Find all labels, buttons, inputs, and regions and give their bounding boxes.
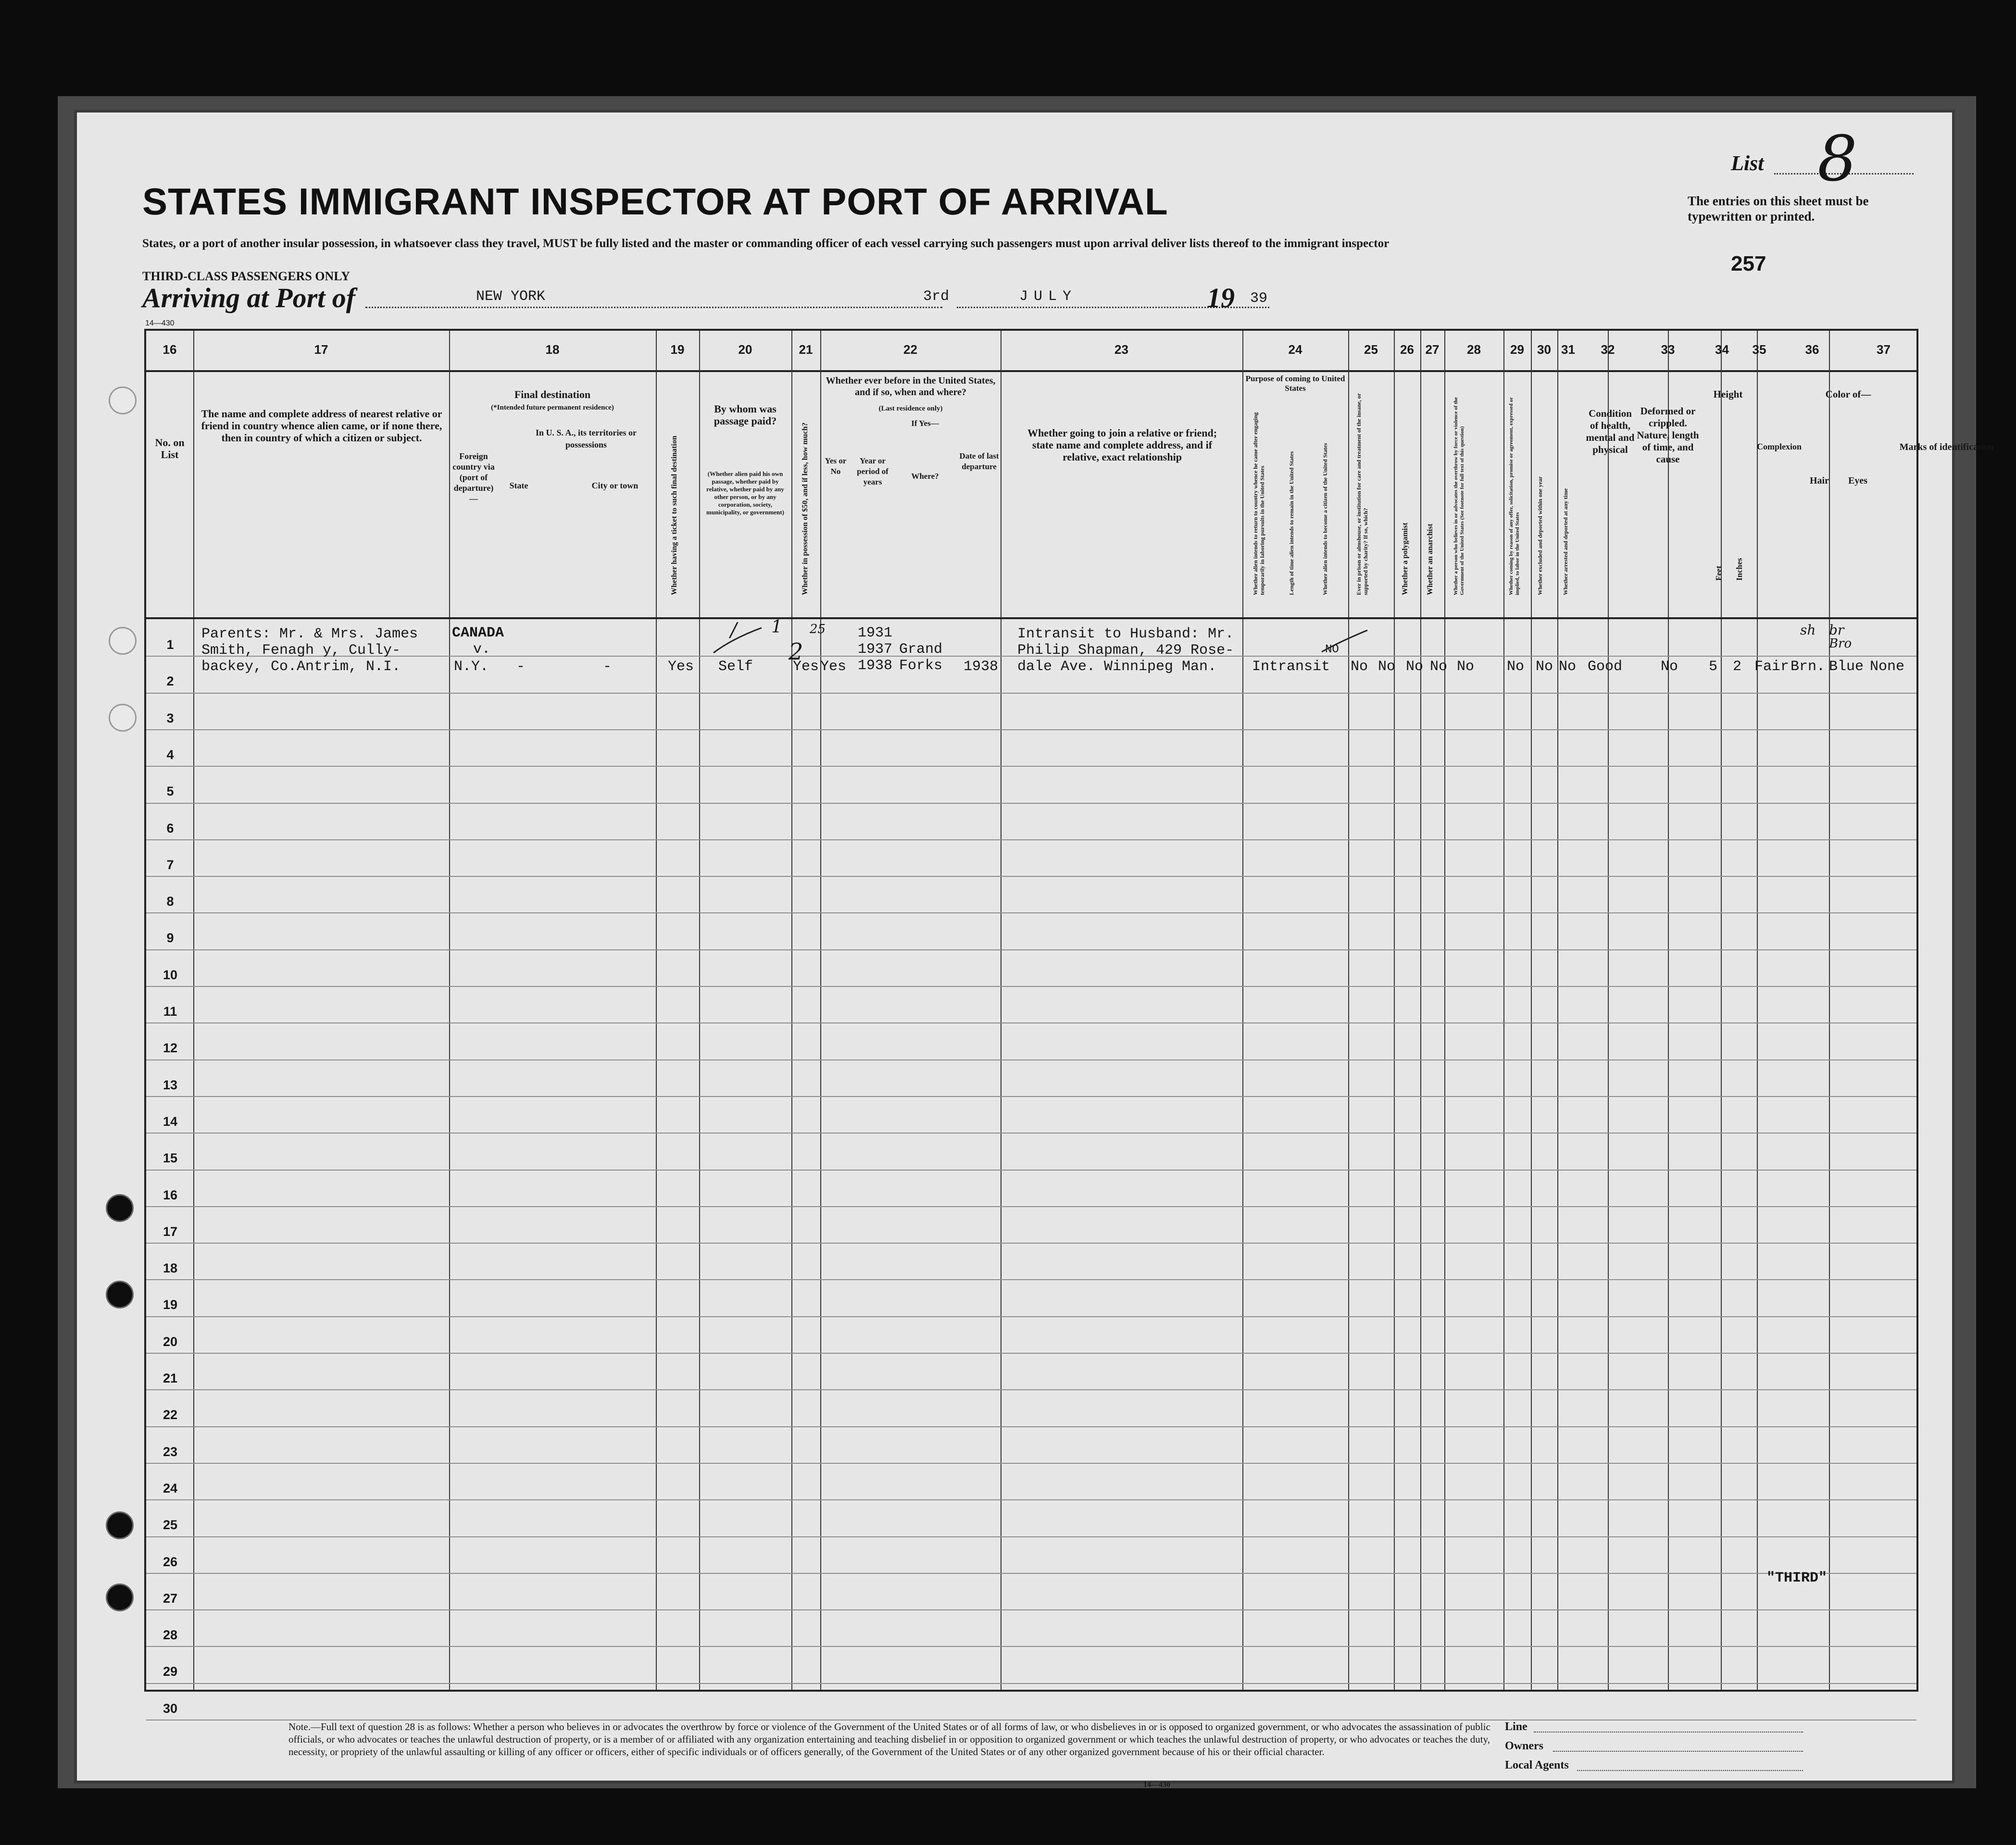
row-rule [146,1170,1916,1171]
header-hair: Hair [1810,475,1829,486]
col-divider [1608,331,1609,1690]
col-divider [1242,331,1243,1690]
col-divider [1420,331,1421,1690]
header-deformed: Deformed or crippled. Nature, length of time, and cause [1637,405,1699,465]
port-line [365,307,942,308]
row1-q28b: No [1457,659,1475,675]
binder-hole [109,704,137,732]
row-number: 1 [166,637,174,652]
class-line: THIRD-CLASS PASSENGERS ONLY [142,269,351,283]
col-divider [820,331,821,1690]
hand-mark-br: br [1829,622,1844,638]
col-divider [193,331,194,1690]
header-yes-no: Yes or No [825,456,847,476]
row1-eyes: Blue [1829,659,1864,675]
row1-year-2: 1937 [858,641,893,658]
header-purpose: Purpose of coming to United States [1245,374,1345,393]
hand-check-stroke [1319,628,1372,657]
header-height: Height [1713,388,1743,400]
hand-mark-bro: Bro [1829,636,1852,651]
header-ticket: Whether having a ticket to such final destination [670,436,678,595]
row1-deformed: No [1661,659,1678,675]
footer-owners-rule [1553,1751,1803,1752]
row1-deported: No [1559,659,1577,675]
header-if-yes: If Yes— [911,419,939,428]
year-suffix: 39 [1250,290,1268,307]
col-num-17: 17 [314,342,328,357]
col-num-18: 18 [545,342,560,357]
col-divider [1531,331,1532,1690]
header-years: Year or period of years [857,456,889,486]
row-number: 5 [166,784,174,799]
row-rule [146,986,1916,987]
row1-joining-line3: dale Ave. Winnipeg Man. [1017,659,1217,675]
row-number: 12 [163,1041,178,1056]
row-number: 24 [163,1481,178,1496]
row-rule [146,1133,1916,1134]
row1-year-1: 1931 [858,625,893,641]
row1-q28: No [1430,659,1448,675]
col-num-16: 16 [163,342,177,357]
binder-hole [106,1194,134,1222]
row-rule [146,1279,1916,1280]
header-before-us: Whether ever before in the United States, and if so, when and where? [826,375,996,398]
row1-relative-line3: backey, Co.Antrim, N.I. [201,659,401,675]
list-number: 8 [1817,122,1857,195]
month-value: JULY [1019,288,1077,305]
header-anarchist: Whether an anarchist [1426,524,1434,595]
col-divider [1757,331,1758,1690]
header-joining: Whether going to join a relative or friend; state name and complete address, and if relative, exact relationship [1027,427,1217,463]
col-num-21: 21 [799,342,813,357]
row-rule [146,766,1916,767]
row-rule [146,1463,1916,1464]
row1-state: - [516,659,526,675]
row1-relative-line1: Parents: Mr. & Mrs. James [201,626,418,642]
row-number: 10 [163,967,178,982]
header-deported: Whether arrested and deported at any time [1562,488,1569,595]
header-polygamist: Whether a polygamist [1401,523,1409,595]
row-number: 17 [163,1224,178,1239]
binder-hole [109,386,137,414]
row-number: 23 [163,1444,178,1459]
col-divider [449,331,450,1690]
header-before-us-note: (Last residence only) [878,405,943,412]
row-number: 20 [163,1334,178,1349]
hand-mark-sh: sh [1800,622,1816,638]
col-num-24: 24 [1288,342,1302,357]
row-number: 4 [166,747,174,762]
row-number: 28 [163,1628,178,1643]
row1-complexion: Fair [1754,659,1790,675]
row1-before-us: Yes [820,659,847,675]
row1-foreign-via: v. [473,641,491,658]
header-passage: By whom was passage paid? [714,403,777,427]
row-number: 6 [166,821,174,835]
hand-mark-2: 2 [789,638,803,665]
row1-money: Yes [793,659,819,675]
row-rule [146,839,1916,840]
binder-hole [109,627,137,655]
col-num-35: 35 [1752,342,1766,357]
third-class-stamp: "THIRD" [1766,1570,1828,1586]
row1-city: - [603,659,612,675]
col-divider [656,331,657,1690]
footer-line-label: Line [1505,1720,1528,1733]
header-state: State [509,481,528,490]
col-num-37: 37 [1877,342,1891,357]
form-code: 14—430 [145,319,175,327]
col-num-27: 27 [1425,342,1440,357]
header-purpose-citizen: Whether alien intends to become a citizen of the United States [1322,443,1328,595]
list-label: List [1731,151,1764,175]
binder-hole [106,1583,134,1611]
row1-polygamist: No [1378,659,1396,675]
row1-intends-citizen: NO [1325,643,1339,656]
row-rule [146,1206,1916,1207]
row1-relative-line2: Smith, Fenagh y, Cully- [201,642,401,659]
row-number: 2 [166,674,174,689]
typed-note: The entries on this sheet must be typewritten or printed. [1688,194,1869,224]
manifest-table [144,329,1994,1716]
hand-mark-slash: / [730,619,737,641]
row1-joining-line1: Intransit to Husband: Mr. [1017,626,1234,642]
row1-height-feet: 5 [1709,659,1718,675]
col-divider [1557,331,1558,1690]
row-number: 22 [163,1408,178,1422]
row-number: 7 [166,857,174,872]
header-marks: Marks of identification [1899,442,1994,452]
footer-note-q28: Note.—Full text of question 28 is as follows: Whether a person who believes in or advocates the overthrow by force or violence of the Government of the United States or of all forms of law, or who disbelieves in or is opposed to organized government, or who advocates the assassination of public officials, or who advocates or teaches the unlawful destruction of property, or is a member of or affiliated with any organization entertaining and teaching disbelief in or opposition to organized government or which teaches the unlawful destruction of property, or who advocates or teaches the duty, necessity, or propriety of the unlawful assaulting or killing of any officer or officers, either of specific individuals or of officers generally, of the Government of the United States or of any other organized government because of his or their official character. [288,1721,1490,1758]
col-num-32: 32 [1601,342,1615,357]
row-rule [146,1316,1916,1317]
row1-joining-line2: Philip Shapman, 429 Rose- [1017,642,1234,659]
row1-anarchist: No [1406,659,1424,675]
row1-where-1: Grand [899,641,943,658]
hand-passage-stroke [709,624,766,658]
row-rule [146,1022,1916,1023]
header-prison: Ever in prison or almshouse, or institution for care and treatment of the insane, or supported by charity? If so, which? [1355,393,1369,595]
row-rule [146,1096,1916,1097]
row-number: 27 [163,1591,178,1606]
binder-hole [106,1281,134,1309]
row-number: 11 [163,1004,177,1019]
row-rule [146,1646,1916,1647]
col-num-29: 29 [1510,342,1524,357]
row1-foreign-country: CANADA [452,625,504,641]
header-final-destination-note: (*Intended future permanent residence) [491,404,614,411]
header-inches: Inches [1735,558,1744,581]
header-last-departure: Date of last departure [959,451,999,471]
row-number: 19 [163,1297,178,1312]
row-number: 14 [163,1114,178,1129]
row-number: 25 [163,1518,178,1533]
page-stamp-number: 257 [1731,252,1766,275]
row1-labor: No [1507,659,1525,675]
row1-foreign-port: N.Y. [454,659,489,675]
row1-marks: None [1870,659,1905,675]
header-bottom-rule [146,617,1916,619]
hand-mark-1: 1 [771,617,782,637]
row-rule [146,1683,1916,1684]
row1-year-3: 1938 [858,658,893,674]
header-feet: Feet [1714,565,1723,581]
row-number: 29 [163,1664,178,1679]
col-divider [1444,331,1445,1690]
header-where: Where? [911,472,939,481]
row-rule [146,693,1916,694]
row1-where-2: Forks [899,658,943,674]
col-num-19: 19 [670,342,685,357]
row1-excluded: No [1536,659,1553,675]
year-prefix: 19 [1207,282,1235,313]
row1-height-inches: 2 [1733,659,1742,675]
col-num-33: 33 [1661,342,1675,357]
row-rule [146,1389,1916,1390]
row-number: 8 [166,894,174,909]
col-num-28: 28 [1467,342,1481,357]
col-divider [1668,331,1669,1690]
col-num-30: 30 [1537,342,1551,357]
header-q28: Whether a person who believes in or advocates the overthrow by force or violence of the Government of the United States (See footnote for full text of this question) [1453,397,1465,595]
row-number: 13 [163,1077,178,1092]
row-number: 18 [163,1261,178,1276]
row1-purpose: Intransit [1252,659,1330,675]
header-purpose-return: Whether alien intends to return to country whence he came after engaging temporarily in laboring pursuits in the United States [1252,412,1265,595]
row-rule [146,1499,1916,1500]
header-final-destination: Final destination [514,388,591,400]
col-num-23: 23 [1114,342,1128,357]
day-value: 3rd [923,288,950,305]
row-rule [146,912,1916,913]
header-complexion: Complexion [1757,442,1802,451]
header-health: Condition of health, mental and physical [1586,408,1635,455]
col-num-31: 31 [1561,342,1575,357]
col-divider [791,331,792,1690]
row-number: 21 [163,1371,178,1385]
row-rule [146,1536,1916,1537]
row-number: 26 [163,1554,178,1569]
header-color-of: Color of— [1825,388,1871,400]
col-divider [1829,331,1830,1690]
header-excluded: Whether excluded and deported within one year [1537,476,1543,595]
row-rule [146,1243,1916,1244]
row-number: 3 [166,711,174,725]
header-purpose-length: Length of time alien intends to remain in the United States [1288,451,1295,595]
row-number: 16 [163,1187,178,1202]
row-number: 30 [163,1701,178,1716]
row-number: 15 [163,1151,178,1166]
row1-ticket: Yes [668,659,694,675]
footer-agents-rule [1577,1770,1803,1771]
col-divider [1001,331,1002,1690]
col-num-22: 22 [903,342,917,357]
header-in-usa: In U. S. A., its territories or possessions [536,428,637,449]
col-divider [1503,331,1504,1690]
header-no-on-list: No. on List [155,436,185,461]
col-divider [1348,331,1349,1690]
header-labor: Whether coming by reason of any offer, solicitation, promise or agreement, expressed or implied, to labor in the United States [1508,397,1520,595]
row1-hair: Brn. [1791,659,1826,675]
col-num-36: 36 [1805,342,1819,357]
subtitle-instructions: States, or a port of another insular possession, in whatsoever class they travel, MUST be fully listed and the master or commanding officer of each vessel carrying such passengers must upon arrival deliver lists thereof to the immigrant inspector [142,237,1390,250]
col-num-26: 26 [1400,342,1414,357]
arriving-label: Arriving at Port of [142,282,356,313]
row-rule [146,729,1916,730]
header-passage-note: (Whether alien paid his own passage, whether paid by relative, whether paid by any other person, or by any corporation, society, municipality, or government) [706,470,784,516]
row1-health: Good [1588,659,1623,675]
header-money: Whether in possession of $50, and if less, how much? [801,422,809,595]
port-value: NEW YORK [476,288,546,305]
row1-last-departure: 1938 [964,659,999,675]
row-rule [146,1426,1916,1427]
binder-hole [106,1511,134,1539]
row1-passage-paid: Self [718,659,753,675]
row-rule [146,803,1916,804]
col-divider [699,331,700,1690]
manifest-sheet [77,112,1994,1789]
row-rule [146,949,1916,950]
page-title: STATES IMMIGRANT INSPECTOR AT PORT OF ARRIVAL [142,180,1168,223]
footer-line-rule [1534,1732,1803,1733]
col-num-20: 20 [738,342,752,357]
col-num-34: 34 [1715,342,1729,357]
header-city: City or town [591,481,639,490]
row-rule [146,1573,1916,1574]
header-relative: The name and complete address of nearest relative or friend in country whence alien came, or if none there, then in country of which a citizen or subject. [201,408,442,444]
col-divider [1394,331,1395,1690]
footer-form-code: 14—430 [1143,1781,1170,1789]
footer-owners-label: Owners [1505,1740,1543,1752]
footer-agents-label: Local Agents [1505,1759,1569,1771]
row-rule [146,1353,1916,1354]
col-num-25: 25 [1364,342,1378,357]
row-rule [146,1609,1916,1610]
header-eyes: Eyes [1848,475,1867,486]
header-foreign-country: Foreign country via (port of departure)— [452,451,495,503]
hand-mark-25: 25 [810,622,826,636]
row-number: 9 [166,931,174,946]
row-rule [146,876,1916,877]
row1-prison: No [1351,659,1368,675]
